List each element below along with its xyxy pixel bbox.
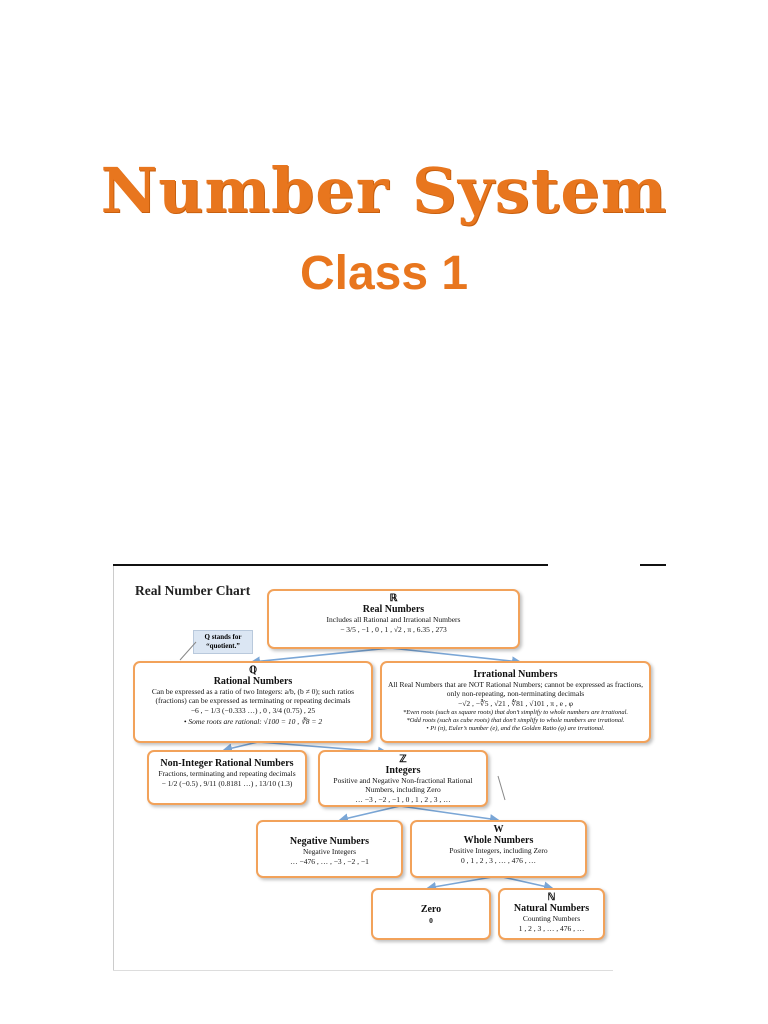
rational-desc: Can be expressed as a ratio of two Integers: a/b, (b ≠ 0); such ratios (fractions) can be expressed as terminating or repeating decimals — [151, 687, 355, 705]
irrational-note-even: *Even roots (such as square roots) that don’t simplify to whole numbers are irrational. — [402, 709, 629, 716]
zero-name: Zero — [420, 904, 442, 915]
irrational-desc: All Real Numbers that are NOT Rational Numbers; cannot be expressed as fractions, only non-repeating, non-terminating decimals — [388, 680, 643, 698]
integers-desc: Positive and Negative Non-fractional Rational Numbers, including Zero — [333, 776, 473, 794]
natural-symbol: ℕ — [547, 892, 556, 903]
negative-numbers-box — [256, 820, 403, 878]
non-integer-name: Non-Integer Rational Numbers — [160, 758, 294, 769]
arrow-rational-to-noninteger — [224, 742, 258, 750]
whole-numbers-box — [410, 820, 587, 878]
whole-name: Whole Numbers — [463, 835, 534, 846]
integers-symbol: ℤ — [399, 754, 407, 765]
irrational-numbers-box — [380, 661, 651, 743]
chart-bottom-border — [113, 970, 613, 971]
negative-desc: Negative Integers — [302, 847, 357, 856]
chart-left-border — [113, 566, 114, 970]
page-subtitle: Class 1 — [299, 247, 469, 300]
real-numbers-box — [267, 589, 520, 649]
rational-examples: −6 , − 1/3 (−0.333 …) , 0 , 3/4 (0.75) , 25 — [190, 706, 316, 715]
non-integer-examples: − 1/2 (−0.5) , 9/11 (0.8181 …) , 13/10 (1.3) — [161, 779, 293, 788]
irrational-note-constants: • Pi (π), Euler’s number (e), and the Golden Ratio (φ) are irrational. — [426, 725, 605, 732]
arrow-real-to-irrational — [390, 648, 520, 662]
natural-name: Natural Numbers — [513, 903, 590, 914]
rational-name: Rational Numbers — [213, 676, 293, 687]
integers-examples: … −3 , −2 , −1 , 0 , 1 , 2 , 3 , … — [355, 795, 451, 804]
natural-numbers-box — [498, 888, 605, 940]
non-integer-desc: Fractions, terminating and repeating decimals — [158, 769, 296, 778]
top-rule-right — [640, 564, 666, 566]
whole-desc: Positive Integers, including Zero — [449, 846, 548, 855]
chart-title: Real Number Chart — [135, 583, 251, 598]
natural-examples: 1 , 2 , 3 , … , 476 , … — [518, 924, 585, 933]
real-symbol: ℝ — [389, 593, 398, 604]
rational-numbers-box — [133, 661, 373, 743]
top-rule-left — [113, 564, 548, 566]
negative-name: Negative Numbers — [289, 836, 370, 847]
page-title: Number System — [100, 154, 668, 227]
real-desc: Includes all Rational and Irrational Numbers — [326, 615, 461, 624]
zero-box — [371, 888, 491, 940]
real-name: Real Numbers — [362, 604, 425, 615]
natural-desc: Counting Numbers — [522, 914, 581, 923]
irrational-examples: −√2 , −∛5 , √21 , ∜81 , √101 , π , e , φ — [458, 699, 573, 708]
non-integer-rational-box — [147, 750, 307, 805]
irrational-name: Irrational Numbers — [473, 669, 558, 680]
quotient-callout: Q stands for “quotient.” — [193, 630, 253, 654]
whole-examples: 0 , 1 , 2 , 3 , … , 476 , … — [461, 856, 536, 865]
arrow-integers-to-negative — [340, 806, 400, 820]
irrational-note-odd: *Odd roots (such as cube roots) that don’t simplify to whole numbers are irrational. — [406, 717, 625, 724]
side-mark-line — [498, 776, 505, 800]
negative-examples: … −476 , … , −3 , −2 , −1 — [290, 857, 369, 866]
zero-examples: 0 — [429, 916, 433, 925]
rational-note: • Some roots are rational: √100 = 10 , ∛8 = 2 — [183, 717, 323, 726]
arrow-integers-to-whole — [400, 806, 498, 820]
integers-name: Integers — [385, 765, 421, 776]
integers-box — [318, 750, 488, 807]
arrow-real-to-rational — [252, 648, 390, 662]
real-examples: − 3/5 , −1 , 0 , 1 , √2 , π , 6.35 , 273 — [340, 625, 447, 634]
whole-symbol: W — [493, 824, 504, 835]
rational-symbol: ℚ — [249, 665, 257, 676]
